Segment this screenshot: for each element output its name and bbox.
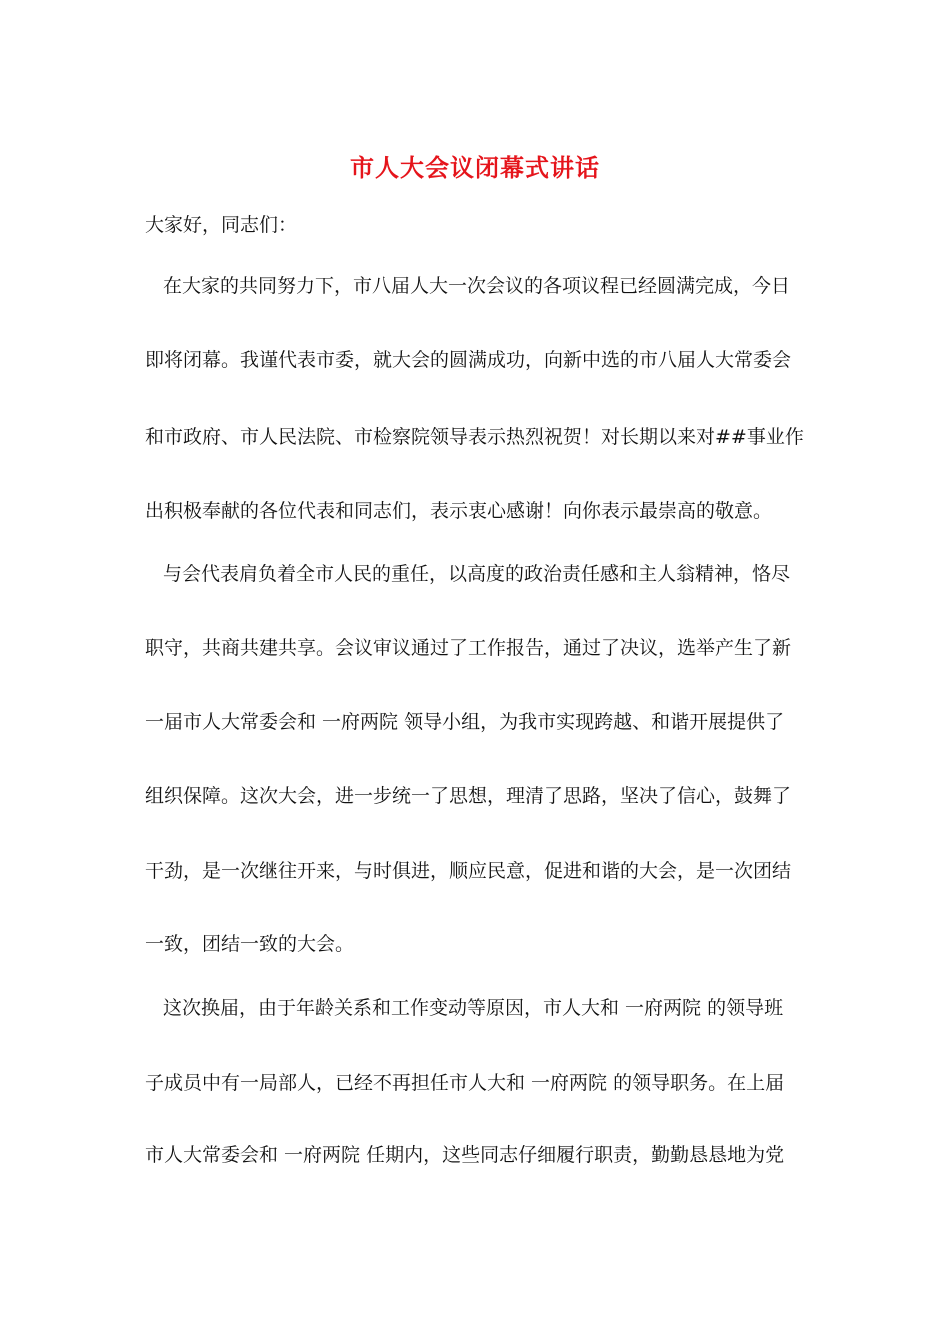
paragraph-1-line-4: 出积极奉献的各位代表和同志们，表示衷心感谢！向你表示最崇高的敬意。 [145,500,773,522]
paragraph-2-line-2: 职守，共商共建共享。会议审议通过了工作报告，通过了决议，选举产生了新 [145,637,792,659]
greeting-line: 大家好，同志们： [145,214,298,236]
paragraph-3-line-3: 市人大常委会和 一府两院 任期内，这些同志仔细履行职责，勤勤恳恳地为党 [145,1144,785,1166]
paragraph-3-line-1: 这次换届，由于年龄关系和工作变动等原因，市人大和 一府两院 的领导班 [163,997,784,1019]
paragraph-2-line-3: 一届市人大常委会和 一府两院 领导小组，为我市实现跨越、和谐开展提供了 [145,711,785,733]
paragraph-1-line-3: 和市政府、市人民法院、市检察院领导表示热烈祝贺！对长期以来对##事业作 [145,426,804,448]
paragraph-2-line-5: 干劲，是一次继往开来，与时俱进，顺应民意，促进和谐的大会，是一次团结 [145,860,792,882]
paragraph-1-line-1: 在大家的共同努力下，市八届人大一次会议的各项议程已经圆满完成，今日 [163,275,791,297]
paragraph-2-line-4: 组织保障。这次大会，进一步统一了思想，理清了思路，坚决了信心，鼓舞了 [145,785,792,807]
paragraph-2-line-6: 一致，团结一致的大会。 [145,933,355,955]
paragraph-2-line-1: 与会代表肩负着全市人民的重任，以高度的政治责任感和主人翁精神，恪尽 [163,563,791,585]
document-title: 市人大会议闭幕式讲话 [350,153,600,182]
paragraph-1-line-2: 即将闭幕。我谨代表市委，就大会的圆满成功，向新中选的市八届人大常委会 [145,349,792,371]
paragraph-3-line-2: 子成员中有一局部人，已经不再担任市人大和 一府两院 的领导职务。在上届 [145,1072,785,1094]
